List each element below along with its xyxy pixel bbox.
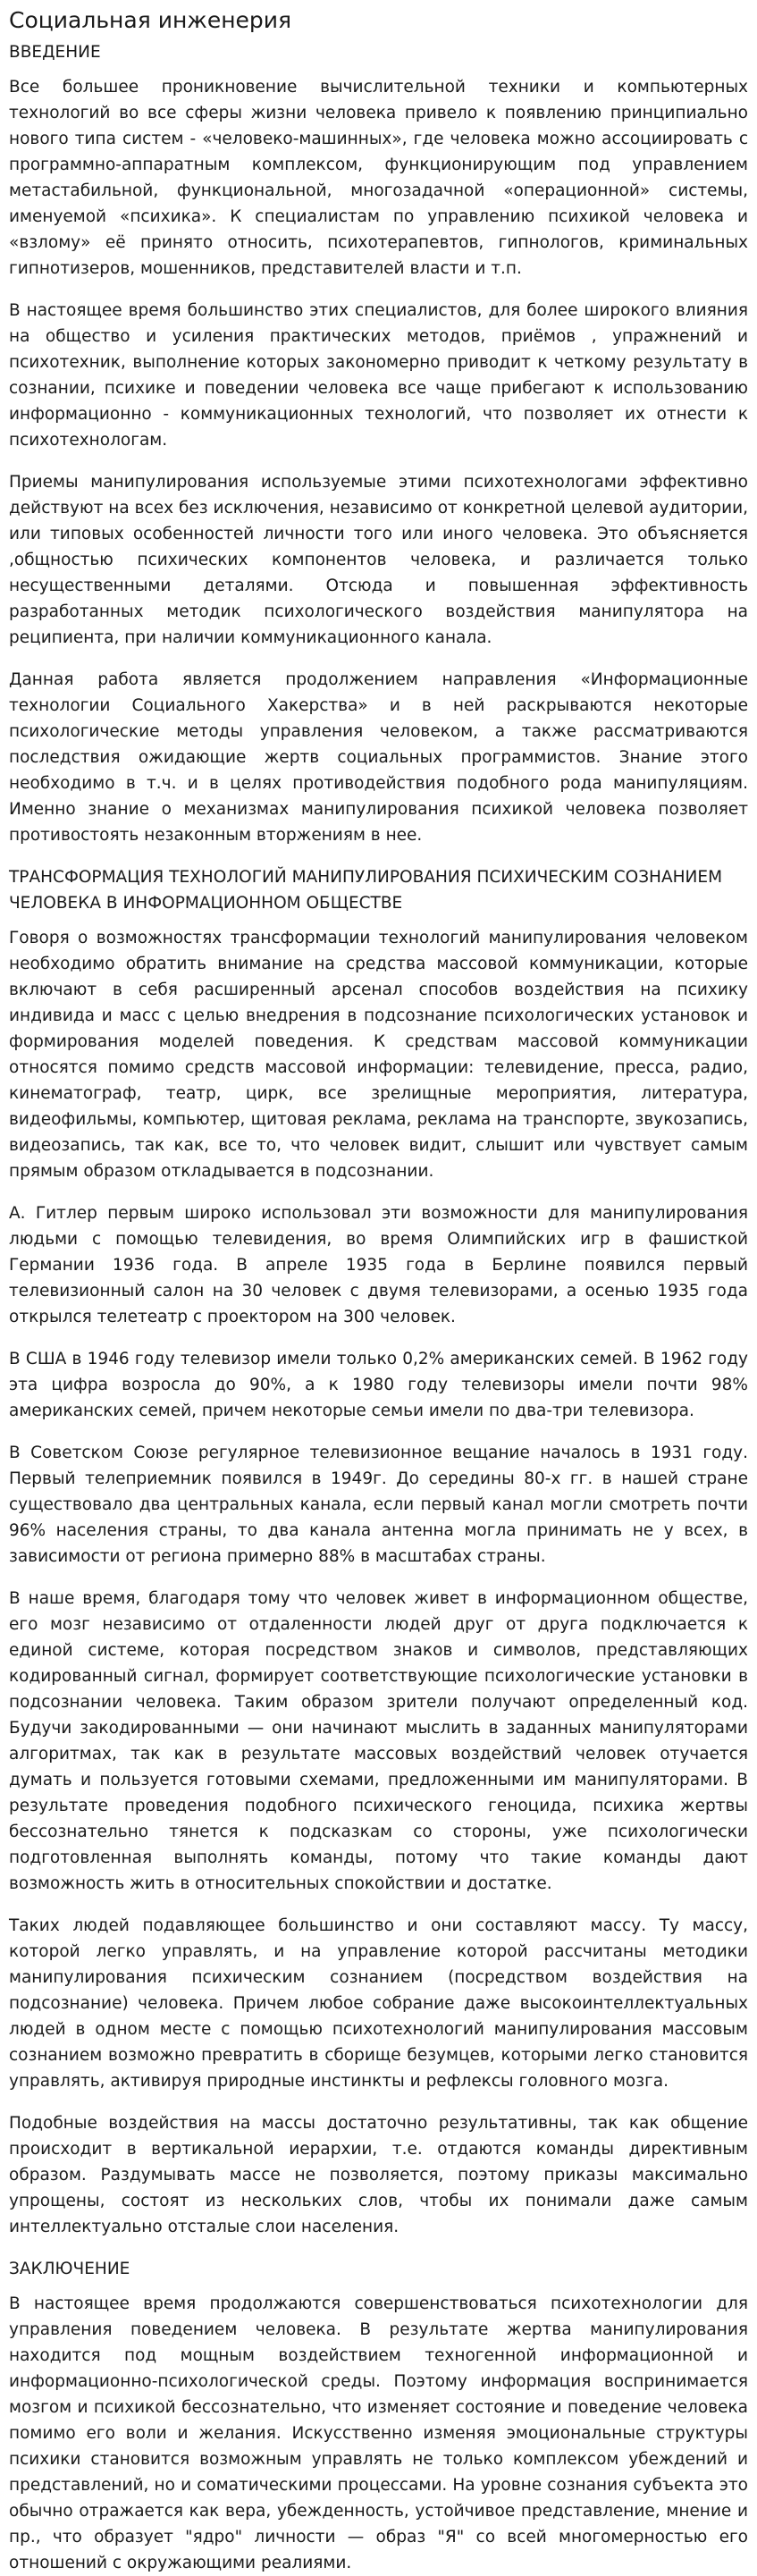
paragraph: В США в 1946 году телевизор имели только 0,2% американских семей. В 1962 году эта цифра возросла до 90%, а к 1980 году телевизоры имели почти 98% американских семей, причем некоторые семьи имели по два-три телевизора. <box>9 1350 748 1420</box>
paragraph: Приемы манипулирования используемые этими психотехнологами эффективно действуют на всех без исключения, независимо от конкретной целевой аудитории, или типовых особенностей личности того или иного человека. Это объясняется ,общностью психических компонентов человека, и различается только несущественными деталями. Отсюда и повышенная эффективность разработанных методик психологического воздействия манипулятора на реципиента, при наличии коммуникационного канала. <box>9 473 748 647</box>
paragraph: В наше время, благодаря тому что человек живет в информационном обществе, его мозг независимо от отдаленности людей друг от друга подключается к единой системе, которая посредством знаков и символов, представляющих кодированный сигнал, формирует соответствующие психологические установки в подсознании человека. Таким образом зрители получают определенный код. Будучи закодированными — они начинают мыслить в заданных манипуляторами алгоритмах, так как в результате массовых воздействий человек отучается думать и пользуется готовыми схемами, предложенными им манипуляторами. В результате проведения подобного психического геноцида, психика жертвы бессознательно тянется к подсказкам со стороны, уже психологически подготовленная выполнять команды, потому что такие команды дают возможность жить в относительных спокойствии и достатке. <box>9 1589 748 1893</box>
paragraph: В Советском Союзе регулярное телевизионное вещание началось в 1931 году. Первый телеприемник появился в 1949г. До середины 80-х гг. в нашей стране существовало два центральных канала, если первый канал могли смотреть почти 96% населения страны, то два канала антенна могла принимать не у всех, в зависимости от региона примерно 88% в масштабах страны. <box>9 1444 748 1566</box>
paragraph: В настоящее время большинство этих специалистов, для более широкого влияния на общество и усиления практических методов, приёмов , упражнений и психотехник, выполнение которых закономерно приводит к четкому результату в сознании, психике и поведении человека все чаще прибегают к использованию информационно - коммуникационных технологий, что позволяет их отнести к психотехнологам. <box>9 301 748 450</box>
paragraph: Говоря о возможностях трансформации технологий манипулирования человеком необходимо обратить внимание на средства массовой коммуникации, которые включают в себя расширенный арсенал способов воздействия на психику индивида и масс с целью внедрения в подсознание психологических установок и формирования моделей поведения. К средствам массовой коммуникации относятся помимо средств массовой информации: телевидение, пресса, радио, кинематограф, театр, цирк, все зрелищные мероприятия, литература, видеофильмы, компьютер, щитовая реклама, реклама на транспорте, звукозапись, видеозапись, так как, все то, что человек видит, слышит или чувствует самым прямым образом откладывается в подсознании. <box>9 929 748 1181</box>
paragraph: Все большее проникновение вычислительной техники и компьютерных технологий во все сферы жизни человека привело к появлению принципиально нового типа систем - «человеко-машинных», где человека можно ассоциировать с программно-аппаратным комплексом, функционирующим под управлением метастабильной, функциональной, многозадачной «операционной» системы, именуемой «психика». К специалистам по управлению психикой человека и «взлому» её принято относить, психотерапевтов, гипнологов, криминальных гипнотизеров, мошенников, представителей власти и т.п. <box>9 78 748 278</box>
paragraph: А. Гитлер первым широко использовал эти возможности для манипулирования людьми с помощью телевидения, во время Олимпийских игр в фашисткой Германии 1936 года. В апреле 1935 года в Берлине появился первый телевизионный салон на 30 человек с двумя телевизорами, а осенью 1935 года открылся телетеатр с проектором на 300 человек. <box>9 1204 748 1326</box>
section-heading: ВВЕДЕНИЕ <box>9 43 101 62</box>
section-introduction <box>9 39 748 848</box>
paragraph: Таких людей подавляющее большинство и они составляют массу. Ту массу, которой легко управлять, и на управление которой рассчитаны методики манипулирования психическим сознанием (посредством воздействия на подсознание) человека. Причем любое собрание даже высокоинтеллектуальных людей в одном месте с помощью психотехнологий манипулирования массовым сознанием возможно превратить в сборище безумцев, которыми легко становится управлять, активируя природные инстинкты и рефлексы головного мозга. <box>9 1916 748 2091</box>
section-transformation <box>9 864 748 2240</box>
section-heading: ТРАНСФОРМАЦИЯ ТЕХНОЛОГИЙ МАНИПУЛИРОВАНИЯ ПСИХИЧЕСКИМ СОЗНАНИЕМ ЧЕЛОВЕКА В ИНФОРМАЦИОННОМ ОБЩЕСТВЕ <box>9 868 723 913</box>
section-conclusion <box>9 2256 748 2576</box>
paragraph: В настоящее время продолжаются совершенствоваться психотехнологии для управления поведением человека. В результате жертва манипулирования находится под мощным воздействием техногенной информационной и информационно-психологической среды. Поэтому информация воспринимается мозгом и психикой бессознательно, что изменяет состояние и поведение человека помимо его воли и желания. Искусственно изменяя эмоциональные структуры психики становится возможным управлять не только комплексом убеждений и представлений, но и соматическими процессами. На уровне сознания субъекта это обычно отражается как вера, убежденность, устойчивое представление, мнение и пр., что образует "ядро" личности — образ "Я" со всей многомерностью его отношений с окружающими реалиями. <box>9 2294 748 2572</box>
section-heading: ЗАКЛЮЧЕНИЕ <box>9 2260 130 2278</box>
page-title: Социальная инженерия <box>9 7 292 33</box>
paragraph: Подобные воздействия на массы достаточно результативны, так как общение происходит в вертикальной иерархии, т.е. отдаются команды директивным образом. Раздумывать массе не позволяется, поэтому приказы максимально упрощены, состоят из нескольких слов, чтобы их понимали даже самым интеллектуально отсталые слои населения. <box>9 2114 748 2236</box>
paragraph: Данная работа является продолжением направления «Информационные технологии Социального Хакерства» и в ней раскрываются некоторые психологические методы управления человеком, а также рассматриваются последствия ожидающие жертв социальных программистов. Знание этого необходимо в т.ч. и в целях противодействия подобного рода манипуляциям. Именно знание о механизмах манипулирования психикой человека позволяет противостоять незаконным вторжениям в нее. <box>9 670 748 845</box>
